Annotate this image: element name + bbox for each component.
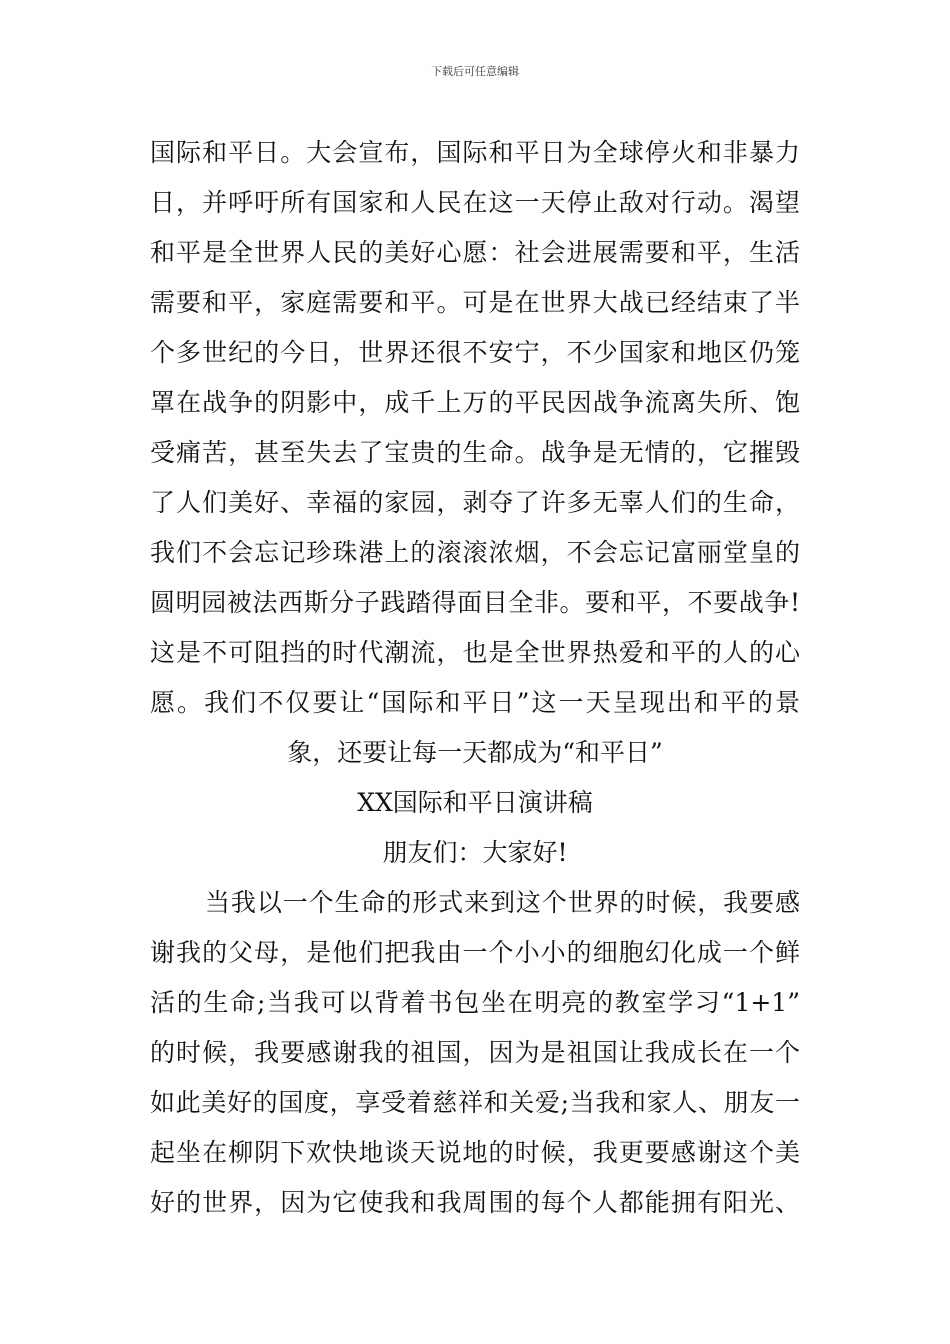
paragraph-first-line: 当我以一个生命的形式来到这个世界的时候，我要感 bbox=[205, 888, 800, 917]
paragraph-line: 罩在战争的阴影中，成千上万的平民因战争流离失所、饱 bbox=[150, 388, 800, 417]
speech-title: XX国际和平日演讲稿 bbox=[357, 788, 593, 817]
paragraph-line: 好的世界，因为它使我和我周围的每个人都能拥有阳光、 bbox=[150, 1188, 800, 1217]
paragraph-line: 受痛苦，甚至失去了宝贵的生命。战争是无情的，它摧毁 bbox=[150, 438, 800, 467]
paragraph-line: 日，并呼吁所有国家和人民在这一天停止敌对行动。渴望 bbox=[150, 188, 800, 217]
greeting-line: 朋友们：大家好! bbox=[382, 838, 568, 867]
paragraph-line: 活的生命;当我可以背着书包坐在明亮的教室学习“1+1” bbox=[150, 988, 800, 1017]
paragraph-line: 了人们美好、幸福的家园，剥夺了许多无辜人们的生命， bbox=[150, 488, 800, 517]
paragraph-line: 的时候，我要感谢我的祖国，因为是祖国让我成长在一个 bbox=[150, 1038, 800, 1067]
page-header: 下载后可任意编辑 bbox=[431, 65, 519, 78]
paragraph-line: 如此美好的国度，享受着慈祥和关爱;当我和家人、朋友一 bbox=[150, 1088, 800, 1117]
paragraph-line: 圆明园被法西斯分子践踏得面目全非。要和平，不要战争! bbox=[150, 588, 800, 617]
paragraph-line: 这是不可阻挡的时代潮流，也是全世界热爱和平的人的心 bbox=[150, 638, 800, 667]
paragraph-line: 愿。我们不仅要让“国际和平日”这一天呈现出和平的景 bbox=[150, 688, 800, 717]
paragraph-line: 需要和平，家庭需要和平。可是在世界大战已经结束了半 bbox=[150, 288, 800, 317]
paragraph-line: 和平是全世界人民的美好心愿：社会进展需要和平，生活 bbox=[150, 238, 800, 267]
paragraph-line: 起坐在柳阴下欢快地谈天说地的时候，我更要感谢这个美 bbox=[150, 1138, 800, 1167]
paragraph-line: 谢我的父母，是他们把我由一个小小的细胞幻化成一个鲜 bbox=[150, 938, 800, 967]
paragraph-line: 国际和平日。大会宣布，国际和平日为全球停火和非暴力 bbox=[150, 138, 800, 167]
paragraph-line: 我们不会忘记珍珠港上的滚滚浓烟，不会忘记富丽堂皇的 bbox=[150, 538, 800, 567]
document-body bbox=[150, 128, 800, 1228]
paragraph-line: 个多世纪的今日，世界还很不安宁，不少国家和地区仍笼 bbox=[150, 338, 800, 367]
paragraph-end-line: 象，还要让每一天都成为“和平日” bbox=[287, 738, 663, 767]
